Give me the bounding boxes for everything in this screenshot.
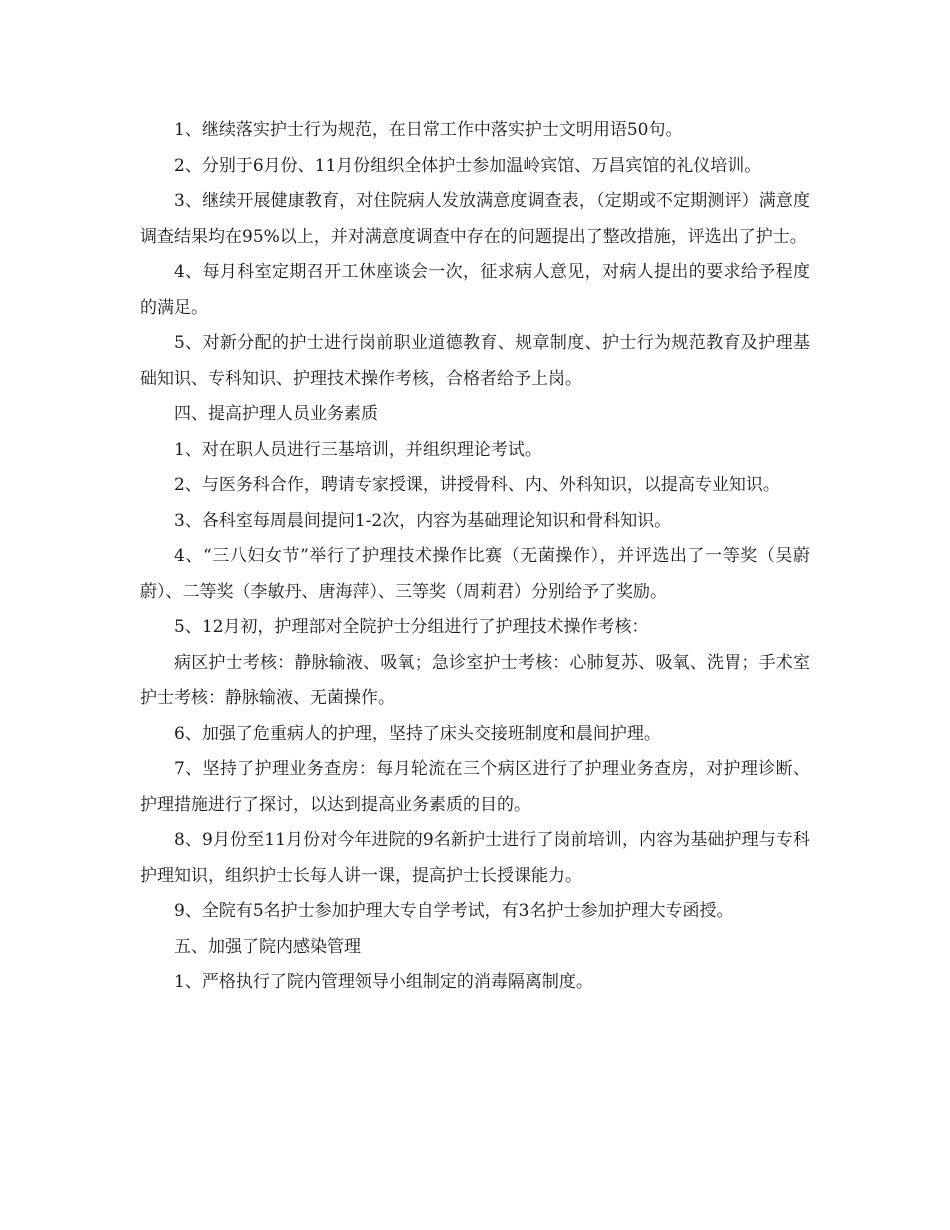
section-heading: 五、加强了院内感染管理 bbox=[174, 936, 361, 957]
paragraph: 3、各科室每周晨间提问1-2次，内容为基础理论知识和骨科知识。 bbox=[174, 510, 672, 531]
paragraph: 4、“三八妇女节”举行了护理技术操作比赛（无菌操作），并评选出了一等奖（吴蔚蔚）、二等奖（李敏丹、唐海萍）、三等奖（周莉君）分别给予了奖励。 bbox=[140, 546, 810, 602]
paragraph: 病区护士考核：静脉输液、吸氧；急诊室护士考核：心肺复苏、吸氧、洗胃；手术室护士考核：静脉输液、无菌操作。 bbox=[140, 652, 810, 708]
paragraph: 7、坚持了护理业务查房：每月轮流在三个病区进行了护理业务查房，对护理诊断、护理措施进行了探讨，以达到提高业务素质的目的。 bbox=[140, 759, 810, 815]
paragraph: 3、继续开展健康教育，对住院病人发放满意度调查表，（定期或不定期测评）满意度调查结果均在95%以上，并对满意度调查中存在的问题提出了整改措施，评选出了护士。 bbox=[140, 191, 810, 247]
document-body bbox=[140, 113, 810, 1001]
paragraph: 2、分别于6月份、11月份组织全体护士参加温岭宾馆、万昌宾馆的礼仪培训。 bbox=[174, 155, 762, 176]
paragraph: 1、对在职人员进行三基培训，并组织理论考试。 bbox=[174, 439, 542, 460]
paragraph: 5、12月初，护理部对全院护士分组进行了护理技术操作考核： bbox=[174, 617, 649, 637]
paragraph: 1、严格执行了院内管理领导小组制定的消毒隔离制度。 bbox=[174, 972, 593, 992]
paragraph: 5、对新分配的护士进行岗前职业道德教育、规章制度、护士行为规范教育及护理基础知识、专科知识、护理技术操作考核，合格者给予上岗。 bbox=[140, 333, 810, 389]
paragraph: 1、继续落实护士行为规范，在日常工作中落实护士文明用语50句。 bbox=[174, 120, 683, 140]
paragraph: 6、加强了危重病人的护理，坚持了床头交接班制度和晨间护理。 bbox=[174, 723, 661, 744]
section-heading: 四、提高护理人员业务素质 bbox=[174, 404, 378, 424]
paragraph: 2、与医务科合作，聘请专家授课，讲授骨科、内、外科知识，以提高专业知识。 bbox=[174, 475, 780, 495]
paragraph: 8、9月份至11月份对今年进院的9名新护士进行了岗前培训，内容为基础护理与专科护理知识，组织护士长每人讲一课，提高护士长授课能力。 bbox=[140, 830, 810, 886]
paragraph: 9、全院有5名护士参加护理大专自学考试，有3名护士参加护理大专函授。 bbox=[174, 901, 734, 921]
paragraph: 4、每月科室定期召开工休座谈会一次，征求病人意见，对病人提出的要求给予程度的满足。 bbox=[140, 262, 810, 318]
